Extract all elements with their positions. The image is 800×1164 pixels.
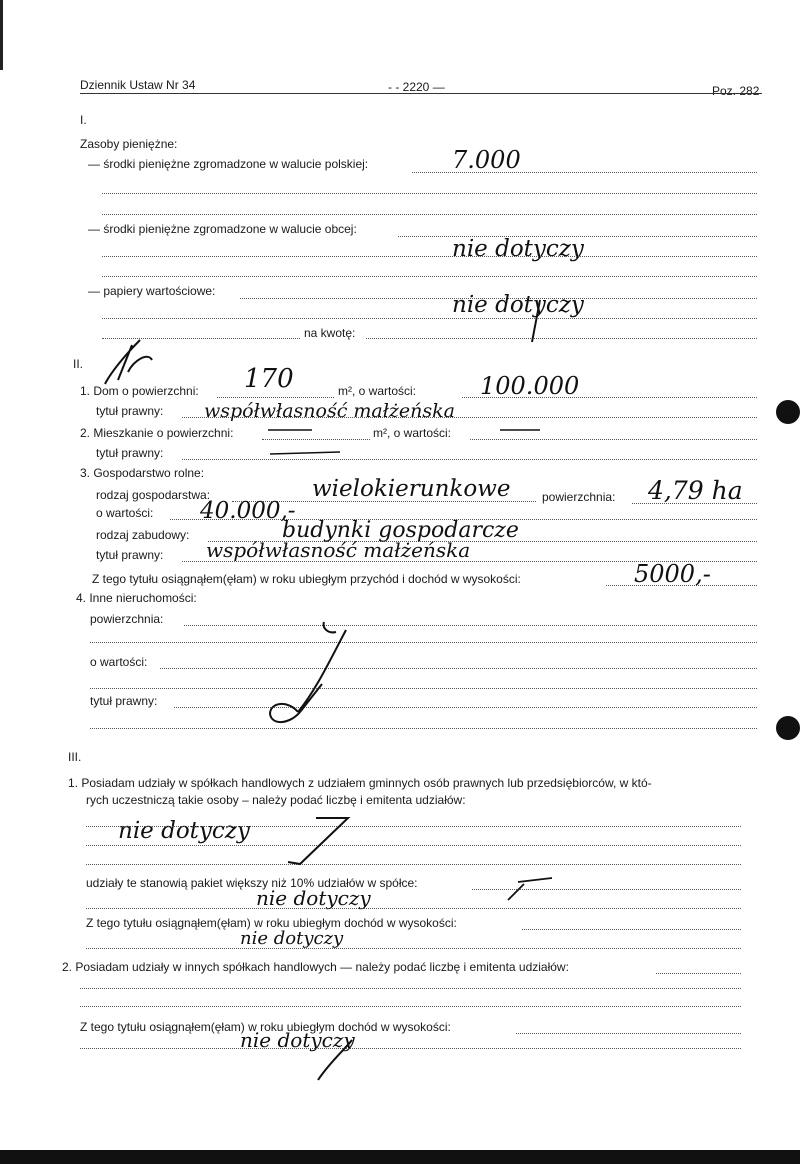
house-area-value: 170 xyxy=(244,364,294,394)
farm-buildings-value: budynki gospodarcze xyxy=(282,518,519,543)
packet-dash xyxy=(508,878,552,900)
house-title-label: tytuł prawny: xyxy=(96,404,164,418)
house-value-label: m², o wartości: xyxy=(338,384,417,398)
farm-buildings-label: rodzaj zabudowy: xyxy=(96,528,190,542)
cash-pln-value: 7.000 xyxy=(452,146,521,174)
packet-label: udziały te stanowią pakiet większy niż 10% udziałów w spółce: xyxy=(86,876,418,890)
shares1-value: nie dotyczy xyxy=(118,818,250,844)
position-number: Poz. 282 xyxy=(712,84,760,98)
other-label: 4. Inne nieruchomości: xyxy=(76,591,197,605)
flat-title-label: tytuł prawny: xyxy=(96,446,164,460)
farm-type-label: rodzaj gospodarstwa: xyxy=(96,488,211,502)
income1-value: nie dotyczy xyxy=(240,928,344,949)
journal-title: Dziennik Ustaw Nr 34 xyxy=(80,78,196,92)
section-2-roman: II. xyxy=(73,357,84,371)
other-properties-slash xyxy=(270,622,346,722)
cash-pln-label: — środki pieniężne zgromadzone w walucie polskiej: xyxy=(88,157,369,171)
shares-z-mark xyxy=(288,818,348,864)
punch-hole xyxy=(776,400,800,424)
securities-slash xyxy=(532,300,540,342)
income2-slash xyxy=(318,1040,352,1080)
page-number: - - 2220 — xyxy=(388,80,445,94)
section-1-roman: I. xyxy=(80,113,87,127)
flat-value-label: m², o wartości: xyxy=(373,426,452,440)
cash-foreign-label: — środki pieniężne zgromadzone w walucie obcej: xyxy=(88,222,357,236)
income2-value: nie dotyczy xyxy=(240,1028,355,1052)
house-value: 100.000 xyxy=(480,372,580,400)
securities-label: — papiery wartościowe: xyxy=(88,284,216,298)
income1-label: Z tego tytułu osiągnąłem(ęłam) w roku ubiegłym dochód w wysokości: xyxy=(86,916,457,930)
farm-income-value: 5000,- xyxy=(634,560,711,588)
house-label: 1. Dom o powierzchni: xyxy=(80,384,199,398)
farm-title-label: tytuł prawny: xyxy=(96,548,164,562)
farm-title-value: współwłasność małżeńska xyxy=(206,538,471,562)
shares1-line2: rych uczestniczą takie osoby – należy podać liczbę i emitenta udziałów: xyxy=(86,793,466,807)
securities-value: nie dotyczy xyxy=(452,292,584,318)
flat-title-dash xyxy=(270,452,340,454)
farm-income-label: Z tego tytułu osiągnąłem(ęłam) w roku ubiegłym przychód i dochód w wysokości: xyxy=(92,572,521,586)
other-area-label: powierzchnia: xyxy=(90,612,164,626)
flat-label: 2. Mieszkanie o powierzchni: xyxy=(80,426,234,440)
farm-value-label: o wartości: xyxy=(96,506,154,520)
house-title-value: współwłasność małżeńska xyxy=(204,400,455,422)
farm-area-value: 4,79 ha xyxy=(648,476,743,505)
other-title-label: tytuł prawny: xyxy=(90,694,158,708)
farm-area-label: powierzchnia: xyxy=(542,490,616,504)
section-2-scribble xyxy=(105,340,152,384)
section-3-roman: III. xyxy=(68,750,82,764)
scan-bottom-edge xyxy=(0,1150,800,1164)
other-value-label: o wartości: xyxy=(90,655,148,669)
amount-label: na kwotę: xyxy=(304,326,356,340)
farm-type-value: wielokierunkowe xyxy=(312,476,511,502)
income2-label: Z tego tytułu osiągnąłem(ęłam) w roku ubiegłym dochód w wysokości: xyxy=(80,1020,451,1034)
cash-foreign-value: nie dotyczy xyxy=(452,236,584,262)
farm-value: 40.000,- xyxy=(200,498,296,524)
farm-label: 3. Gospodarstwo rolne: xyxy=(80,466,205,480)
shares2-label: 2. Posiadam udziały w innych spółkach handlowych — należy podać liczbę i emitenta udziałów: xyxy=(62,960,569,974)
punch-hole xyxy=(776,716,800,740)
packet-value: nie dotyczy xyxy=(256,886,371,910)
shares1-line1: 1. Posiadam udziały w spółkach handlowych z udziałem gminnych osób prawnych lub przedsiębiorców, w któ- xyxy=(68,776,652,790)
section-1-title: Zasoby pieniężne: xyxy=(80,137,178,151)
